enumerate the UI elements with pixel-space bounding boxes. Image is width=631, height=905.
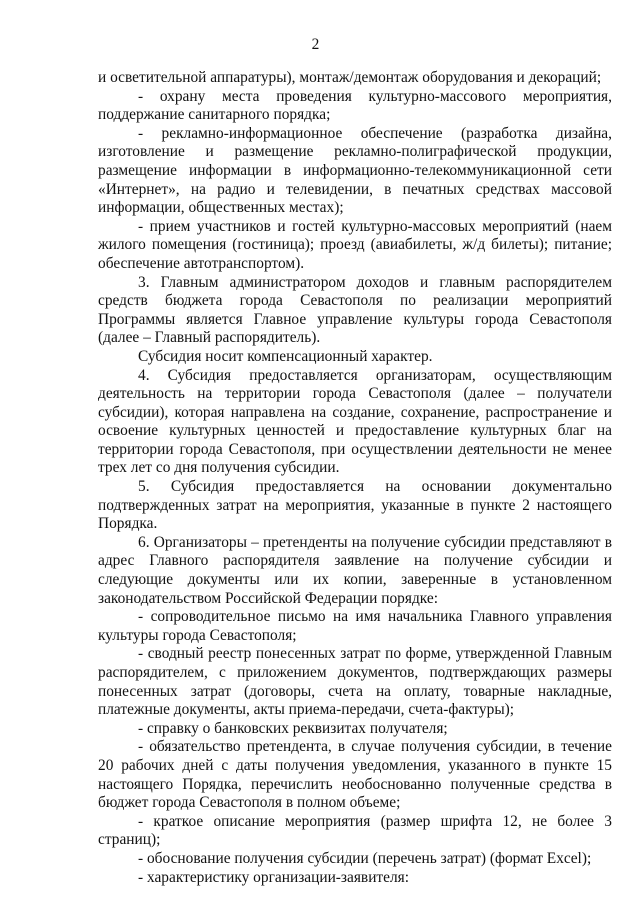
list-item-justification: - обоснование получения субсидии (перечень затрат) (формат Excel); [138, 849, 592, 867]
list-item-cost-register: - сводный реестр понесенных затрат по форме, утвержденной Главным распорядителем, с приложением документов, подтверждающих размеры понесенных затрат (договоры, счета на оплату, товарные накладные, платежные документы, акты приема-передачи, счета-фактуры); [98, 645, 612, 719]
list-item-event-description: - краткое описание мероприятия (размер шрифта 12, не более 3 страниц); [98, 812, 612, 849]
paragraph-clause-3: 3. Главным администратором доходов и главным распорядителем средств бюджета города Севастополя по реализации мероприятий Программы является Главное управление культуры города Севастополя (далее – Главный распорядитель). [98, 273, 612, 347]
list-item-organization-profile: - характеристику организации-заявителя: [138, 868, 410, 886]
paragraph-clause-6: 6. Организаторы – претенденты на получение субсидии представляют в адрес Главного распорядителя заявление на получение субсидии и следующие документы или их копии, заверенные в установленном законодательством Российской Федерации порядке: [98, 533, 612, 607]
page-number: 2 [311, 36, 320, 53]
paragraph-reception-of-guests: - прием участников и гостей культурно-массовых мероприятий (наем жилого помещения (гостиница); проезд (авиабилеты, ж/д билеты); питание; обеспечение автотранспортом). [98, 217, 612, 272]
paragraph-advertising: - рекламно-информационное обеспечение (разработка дизайна, изготовление и размещение рекламно-полиграфической продукции, размещение информации в информационно-телекоммуникационной сети «Интернет», на радио и телевидении, в печатных средствах массовой информации, общественных местах); [98, 124, 612, 217]
list-item-cover-letter: - сопроводительное письмо на имя начальника Главного управления культуры города Севастополя; [98, 608, 612, 644]
paragraph-clause-5: 5. Субсидия предоставляется на основании документально подтвержденных затрат на мероприятия, указанные в пункте 2 настоящего Порядка. [98, 478, 612, 533]
list-item-obligation: - обязательство претендента, в случае получения субсидии, в течение 20 рабочих дней с даты получения уведомления, указанного в пункте 15 настоящего Порядка, перечислить необоснованно полученные средства в бюджет города Севастополя в полном объеме; [98, 738, 612, 812]
paragraph-clause-4: 4. Субсидия предоставляется организаторам, осуществляющим деятельность на территории города Севастополя (далее – получатели субсидии), которая направлена на создание, сохранение, распространение и освоение культурных ценностей и предоставление культурных благ на территории города Севастополя, при осуществлении деятельности не менее трех лет со дня получения субсидии. [98, 366, 612, 477]
document-body [98, 69, 612, 887]
paragraph-security: - охрану места проведения культурно-массового мероприятия, поддержание санитарного порядка; [98, 87, 612, 124]
list-item-bank-details: - справку о банковских реквизитах получателя; [138, 719, 448, 737]
paragraph-compensation: Субсидия носит компенсационный характер. [138, 347, 433, 365]
paragraph-lighting-equipment: и осветительной аппаратуры), монтаж/демонтаж оборудования и декораций; [98, 69, 602, 86]
